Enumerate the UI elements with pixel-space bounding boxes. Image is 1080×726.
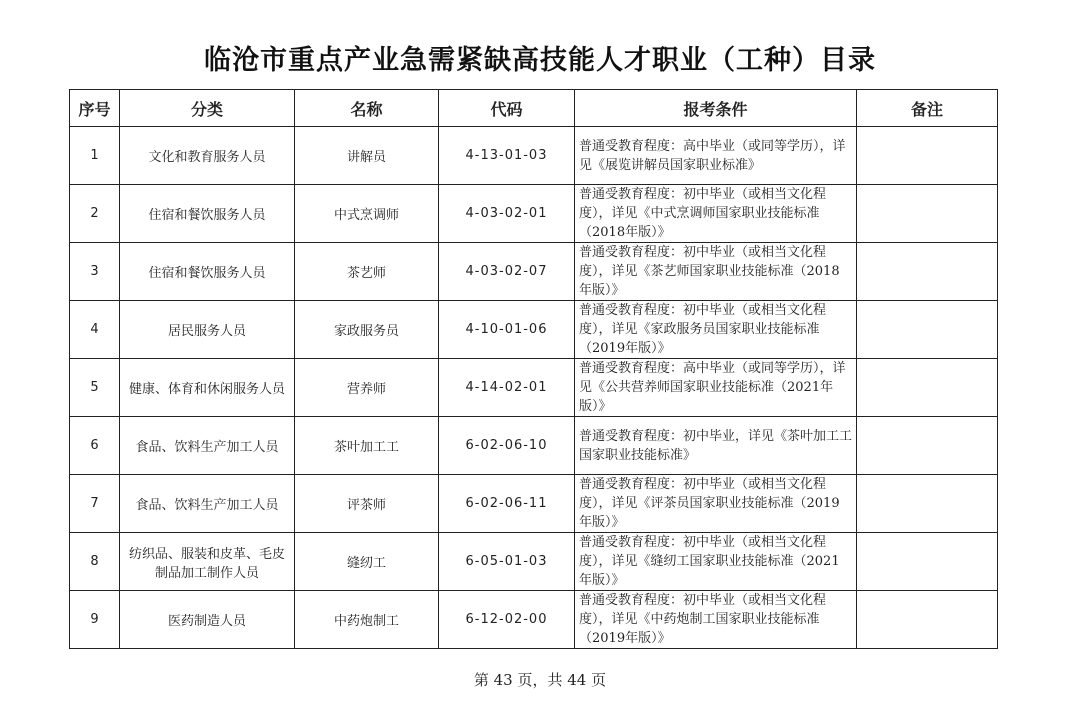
page-number: 第 43 页，共 44 页 [473, 671, 607, 689]
row-remark [857, 475, 998, 533]
row-name: 评茶师 [295, 475, 439, 533]
row-name: 营养师 [295, 359, 439, 417]
header-code: 代码 [439, 90, 575, 127]
row-name: 茶艺师 [295, 243, 439, 301]
row-code: 6-12-02-00 [439, 591, 575, 649]
row-no: 7 [70, 475, 120, 533]
table-row [70, 475, 998, 533]
row-name: 中药炮制工 [295, 591, 439, 649]
row-no: 3 [70, 243, 120, 301]
document-title: 临沧市重点产业急需紧缺高技能人才职业（工种）目录 [204, 45, 876, 76]
table-row [70, 185, 998, 243]
row-name: 中式烹调师 [295, 185, 439, 243]
row-no: 1 [70, 127, 120, 185]
row-conditions: 普通受教育程度：初中毕业（或相当文化程度），详见《茶艺师国家职业技能标准（2018年版）》 [575, 243, 857, 301]
row-conditions: 普通受教育程度：高中毕业（或同等学历），详见《公共营养师国家职业技能标准（2021年版）》 [575, 359, 857, 417]
row-code: 6-05-01-03 [439, 533, 575, 591]
row-code: 4-14-02-01 [439, 359, 575, 417]
table-row [70, 417, 998, 475]
row-conditions: 普通受教育程度：初中毕业（或相当文化程度），详见《中药炮制工国家职业技能标准（2019年版）》 [575, 591, 857, 649]
row-category: 纺织品、服装和皮革、毛皮制品加工制作人员 [120, 533, 295, 591]
row-no: 2 [70, 185, 120, 243]
row-name: 缝纫工 [295, 533, 439, 591]
table-header-row [70, 90, 998, 127]
table-row [70, 127, 998, 185]
row-conditions: 普通受教育程度：初中毕业（或相当文化程度），详见《家政服务员国家职业技能标准（2019年版）》 [575, 301, 857, 359]
row-remark [857, 359, 998, 417]
header-conditions: 报考条件 [575, 90, 857, 127]
row-remark [857, 301, 998, 359]
row-code: 6-02-06-10 [439, 417, 575, 475]
row-conditions: 普通受教育程度：初中毕业（或相当文化程度），详见《缝纫工国家职业技能标准（2021年版）》 [575, 533, 857, 591]
row-code: 6-02-06-11 [439, 475, 575, 533]
row-no: 4 [70, 301, 120, 359]
table-row [70, 533, 998, 591]
row-category: 食品、饮料生产加工人员 [120, 475, 295, 533]
row-no: 8 [70, 533, 120, 591]
row-category: 住宿和餐饮服务人员 [120, 243, 295, 301]
row-code: 4-13-01-03 [439, 127, 575, 185]
table-row [70, 591, 998, 649]
row-conditions: 普通受教育程度：高中毕业（或同等学历），详见《展览讲解员国家职业标准》 [575, 127, 857, 185]
row-name: 茶叶加工工 [295, 417, 439, 475]
row-no: 6 [70, 417, 120, 475]
row-remark [857, 591, 998, 649]
header-category: 分类 [120, 90, 295, 127]
row-conditions: 普通受教育程度：初中毕业（或相当文化程度），详见《评茶员国家职业技能标准（2019年版）》 [575, 475, 857, 533]
row-remark [857, 185, 998, 243]
row-category: 住宿和餐饮服务人员 [120, 185, 295, 243]
header-no: 序号 [70, 90, 120, 127]
header-name: 名称 [295, 90, 439, 127]
row-category: 文化和教育服务人员 [120, 127, 295, 185]
row-conditions: 普通受教育程度：初中毕业（或相当文化程度），详见《中式烹调师国家职业技能标准（2018年版）》 [575, 185, 857, 243]
table-row [70, 301, 998, 359]
row-no: 9 [70, 591, 120, 649]
row-category: 健康、体育和休闲服务人员 [120, 359, 295, 417]
row-remark [857, 243, 998, 301]
header-remark: 备注 [857, 90, 998, 127]
row-remark [857, 417, 998, 475]
row-code: 4-03-02-07 [439, 243, 575, 301]
row-category: 医药制造人员 [120, 591, 295, 649]
occupation-table [69, 89, 998, 649]
row-code: 4-10-01-06 [439, 301, 575, 359]
row-category: 食品、饮料生产加工人员 [120, 417, 295, 475]
table-row [70, 243, 998, 301]
table-row [70, 359, 998, 417]
row-category: 居民服务人员 [120, 301, 295, 359]
row-remark [857, 533, 998, 591]
row-name: 家政服务员 [295, 301, 439, 359]
row-conditions: 普通受教育程度：初中毕业，详见《茶叶加工工国家职业技能标准》 [575, 417, 857, 475]
row-code: 4-03-02-01 [439, 185, 575, 243]
row-name: 讲解员 [295, 127, 439, 185]
row-no: 5 [70, 359, 120, 417]
row-remark [857, 127, 998, 185]
